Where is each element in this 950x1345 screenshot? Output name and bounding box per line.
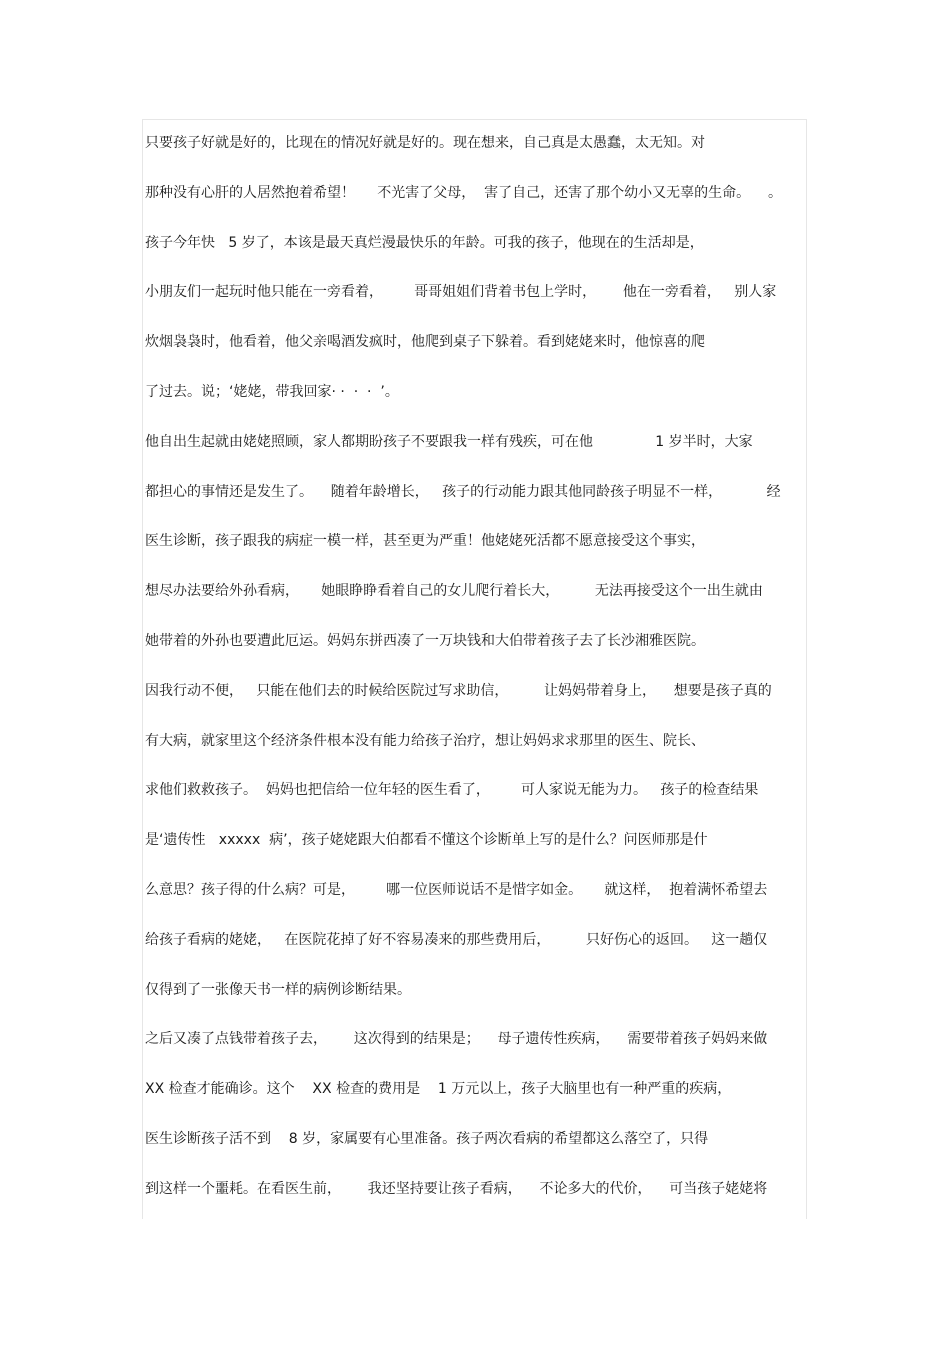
text-line: 了过去。说；‘姥姥，带我回家· · · · ’。: [145, 383, 399, 400]
text-line: 是‘遗传性 xxxxx 病’，孩子姥姥跟大伯都看不懂这个诊断单上写的是什么？问医师那是什: [145, 832, 708, 849]
text-line: 有大病，就家里这个经济条件根本没有能力给孩子治疗，想让妈妈求求那里的医生、院长、: [145, 732, 705, 749]
text-line: 孩子今年快 5 岁了，本该是最天真烂漫最快乐的年龄。可我的孩子，他现在的生活却是，: [145, 234, 704, 251]
text-line: 只要孩子好就是好的，比现在的情况好就是好的。现在想来，自己真是太愚蠢，太无知。对: [145, 135, 705, 151]
text-line: 因我行动不便， 只能在他们去的时候给医院过写求助信， 让妈妈带着身上， 想要是孩子真的: [145, 682, 772, 699]
text-line: 么意思？孩子得的什么病？可是， 哪一位医师说话不是惜字如金。 就这样， 抱着满怀希望去: [145, 881, 768, 898]
text-line: 医生诊断，孩子跟我的病症一模一样，甚至更为严重！他姥姥死活都不愿意接受这个事实，: [145, 533, 705, 550]
text-line: 都担心的事情还是发生了。 随着年龄增长， 孩子的行动能力跟其他同龄孩子明显不一样， 经: [145, 483, 781, 500]
document-body: [145, 129, 815, 1225]
text-line: 给孩子看病的姥姥， 在医院花掉了好不容易凑来的那些费用后， 只好伤心的返回。 这一趟仅: [145, 931, 768, 948]
text-line: 到这样一个噩耗。在看医生前， 我还坚持要让孩子看病， 不论多大的代价， 可当孩子姥姥将: [145, 1180, 768, 1197]
text-line: 他自出生起就由姥姥照顾，家人都期盼孩子不要跟我一样有残疾，可在他 1 岁半时，大家: [145, 433, 753, 450]
text-line: 那种没有心肝的人居然抱着希望！ 不光害了父母， 害了自己，还害了那个幼小又无辜的生命。 。: [145, 184, 782, 201]
text-line: XX 检查才能确诊。这个 XX 检查的费用是 1 万元以上，孩子大脑里也有一种严重的疾病，: [145, 1081, 732, 1098]
text-line: 求他们救救孩子。 妈妈也把信给一位年轻的医生看了， 可人家说无能为力。 孩子的检查结果: [145, 782, 759, 799]
text-line: 医生诊断孩子活不到 8 岁，家属要有心里准备。孩子两次看病的希望都这么落空了，只得: [145, 1130, 709, 1147]
text-line: 之后又凑了点钱带着孩子去， 这次得到的结果是； 母子遗传性疾病， 需要带着孩子妈妈来做: [145, 1031, 768, 1048]
text-line: 炊烟袅袅时，他看着，他父亲喝酒发疯时，他爬到桌子下躲着。看到姥姥来时，他惊喜的爬: [145, 334, 705, 351]
text-line: 想尽办法要给外孙看病， 她眼睁睁看着自己的女儿爬行着长大， 无法再接受这个一出生就由: [145, 583, 763, 600]
text-line: 她带着的外孙也要遭此厄运。妈妈东拼西凑了一万块钱和大伯带着孩子去了长沙湘雅医院。: [145, 632, 705, 649]
text-line: 小朋友们一起玩时他只能在一旁看着， 哥哥姐姐们背着书包上学时， 他在一旁看着， 别人家: [145, 284, 777, 301]
text-line: 仅得到了一张像天书一样的病例诊断结果。: [145, 981, 411, 998]
